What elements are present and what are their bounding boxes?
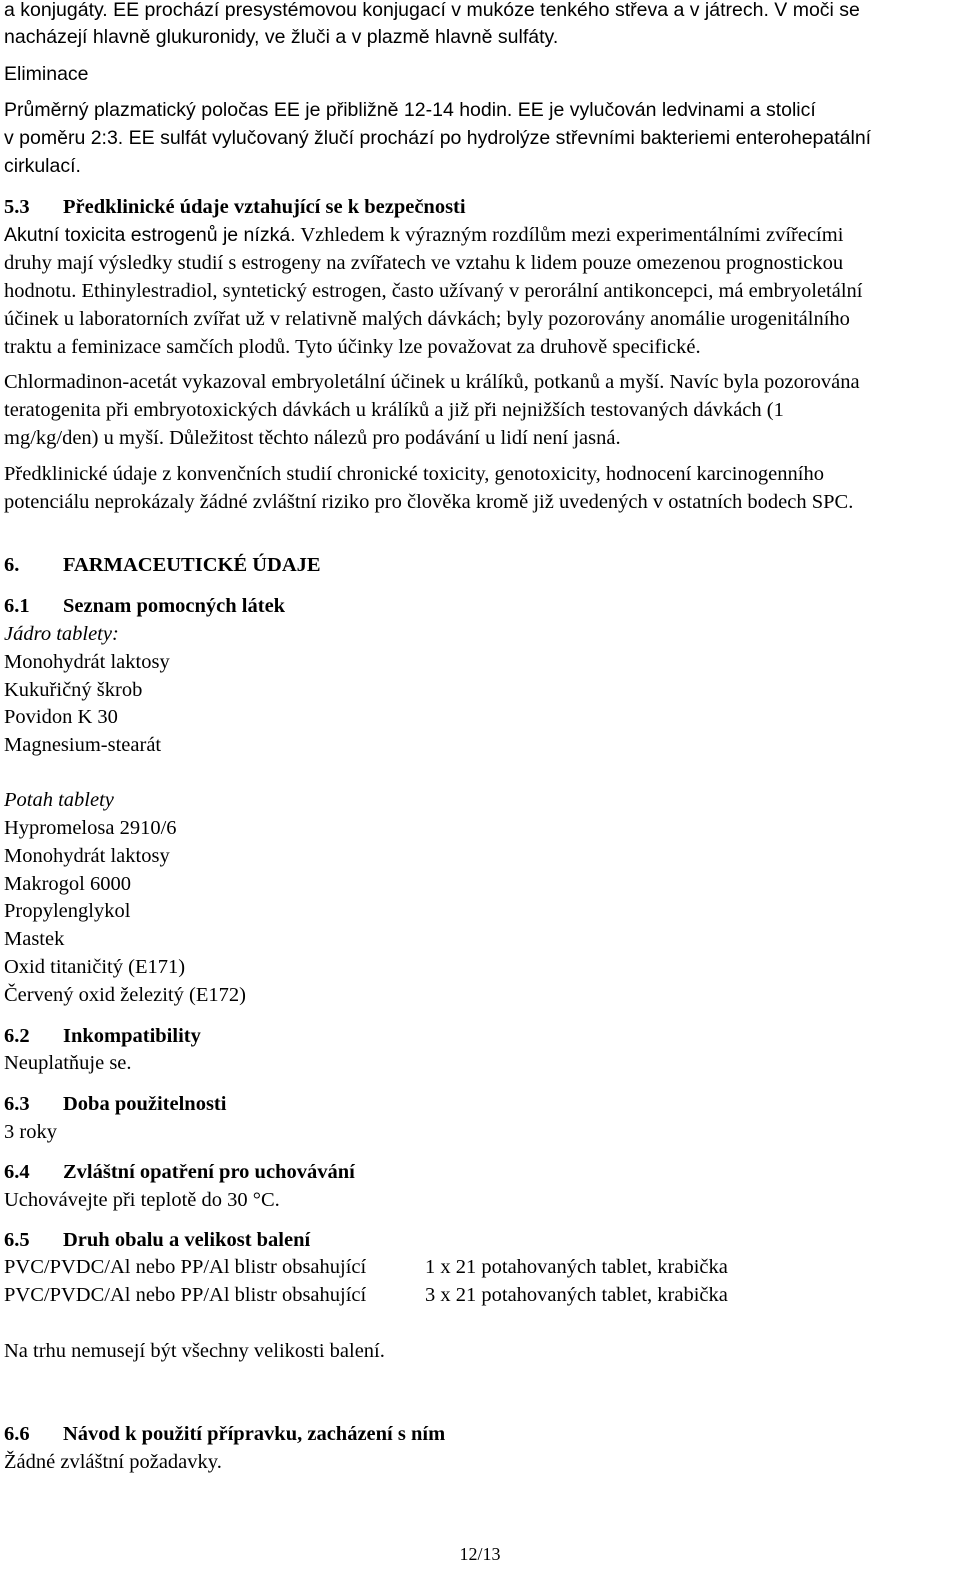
package-note: Na trhu nemusejí být všechny velikosti balení.	[4, 1340, 385, 1362]
section-number: 6.4	[4, 1161, 30, 1183]
list-item: Monohydrát laktosy	[4, 845, 170, 867]
section-number: 5.3	[4, 196, 30, 218]
package-type: PVC/PVDC/Al nebo PP/Al blistr obsahující	[4, 1256, 367, 1278]
paragraph-line	[4, 221, 843, 249]
section-title: Inkompatibility	[63, 1025, 201, 1047]
section-6-2-heading	[4, 1022, 201, 1050]
paragraph-fragment: Akutní toxicita estrogenů je nízká.	[4, 224, 296, 246]
paragraph-line: traktu a feminizace samčích plodů. Tyto účinky lze považovat za druhově specifické.	[4, 336, 701, 358]
paragraph-line: teratogenita při embryotoxických dávkách u králíků a již při nejnižších testovaných dávkách (1	[4, 399, 784, 421]
section-6-3-heading	[4, 1090, 226, 1118]
paragraph-line: hodnotu. Ethinylestradiol, syntetický estrogen, často užívaný v perorální antikoncepci, má embryoletální	[4, 280, 863, 302]
package-row	[4, 1281, 944, 1309]
coat-label: Potah tablety	[4, 789, 114, 811]
section-title: Předklinické údaje vztahující se k bezpečnosti	[63, 196, 466, 218]
section-number: 6.1	[4, 595, 30, 617]
elimination-line: cirkulací.	[4, 155, 81, 177]
page-number: 12/13	[459, 1544, 501, 1564]
list-item: Povidon K 30	[4, 706, 118, 728]
paragraph-fragment: Vzhledem k výrazným rozdílům mezi experimentálními zvířecími	[295, 224, 844, 246]
paragraph-line: mg/kg/den) u myší. Důležitost těchto nálezů pro podávání u lidí není jasná.	[4, 427, 621, 449]
list-item: Mastek	[4, 928, 65, 950]
package-size: 1 x 21 potahovaných tablet, krabička	[425, 1256, 728, 1278]
list-item: Kukuřičný škrob	[4, 679, 143, 701]
section-6-6-heading	[4, 1420, 445, 1448]
intro-line: nacházejí hlavně glukuronidy, ve žluči a v plazmě hlavně sulfáty.	[4, 26, 559, 48]
list-item: Monohydrát laktosy	[4, 651, 170, 673]
package-size: 3 x 21 potahovaných tablet, krabička	[425, 1284, 728, 1306]
elimination-line: Průměrný plazmatický poločas EE je přibližně 12-14 hodin. EE je vylučován ledvinami a stolicí	[4, 99, 816, 121]
paragraph-line: Chlormadinon-acetát vykazoval embryoletální účinek u králíků, potkanů a myší. Navíc byla pozorována	[4, 371, 860, 393]
list-item: Oxid titaničitý (E171)	[4, 956, 186, 978]
section-6-4-heading	[4, 1158, 355, 1186]
section-text: Uchovávejte při teplotě do 30 °C.	[4, 1189, 280, 1211]
section-5-3-heading	[4, 193, 466, 221]
section-text: 3 roky	[4, 1121, 57, 1143]
elimination-heading: Eliminace	[4, 63, 89, 85]
section-title: Zvláštní opatření pro uchovávání	[63, 1161, 355, 1183]
intro-line: a konjugáty. EE prochází presystémovou konjugací v mukóze tenkého střeva a v játrech. V moči se	[4, 0, 860, 21]
paragraph-line: účinek u laboratorních zvířat už v relativně malých dávkách; byly pozorovány anomálie urogenitálního	[4, 308, 850, 330]
section-number: 6.2	[4, 1025, 30, 1047]
list-item: Hypromelosa 2910/6	[4, 817, 177, 839]
section-number: 6.3	[4, 1093, 30, 1115]
section-6-heading	[4, 551, 321, 579]
list-item: Červený oxid železitý (E172)	[4, 984, 246, 1006]
list-item: Makrogol 6000	[4, 873, 131, 895]
section-number: 6.5	[4, 1229, 30, 1251]
section-6-5-heading	[4, 1226, 310, 1254]
paragraph-line: potenciálu neprokázaly žádné zvláštní riziko pro člověka kromě již uvedených v ostatních bodech SPC.	[4, 491, 854, 513]
section-title: Návod k použití přípravku, zacházení s ním	[63, 1423, 446, 1445]
paragraph-line: Předklinické údaje z konvenčních studií chronické toxicity, genotoxicity, hodnocení karcinogenního	[4, 463, 824, 485]
section-number: 6.6	[4, 1423, 30, 1445]
section-title: Druh obalu a velikost balení	[63, 1229, 311, 1251]
package-row	[4, 1253, 944, 1281]
section-title: Doba použitelnosti	[63, 1093, 227, 1115]
list-item: Magnesium-stearát	[4, 734, 162, 756]
section-title: FARMACEUTICKÉ ÚDAJE	[63, 554, 321, 576]
section-number: 6.	[4, 554, 20, 576]
section-text: Neuplatňuje se.	[4, 1052, 132, 1074]
section-text: Žádné zvláštní požadavky.	[4, 1451, 222, 1473]
section-title: Seznam pomocných látek	[63, 595, 286, 617]
paragraph-line: druhy mají výsledky studií s estrogeny na zvířatech ve vztahu k lidem pouze omezenou prognostickou	[4, 252, 844, 274]
section-6-1-heading	[4, 592, 285, 620]
elimination-line: v poměru 2:3. EE sulfát vylučovaný žlučí prochází po hydrolýze střevními bakteriemi enterohepatální	[4, 127, 872, 149]
core-label: Jádro tablety:	[4, 623, 119, 645]
list-item: Propylenglykol	[4, 900, 131, 922]
package-type: PVC/PVDC/Al nebo PP/Al blistr obsahující	[4, 1284, 367, 1306]
